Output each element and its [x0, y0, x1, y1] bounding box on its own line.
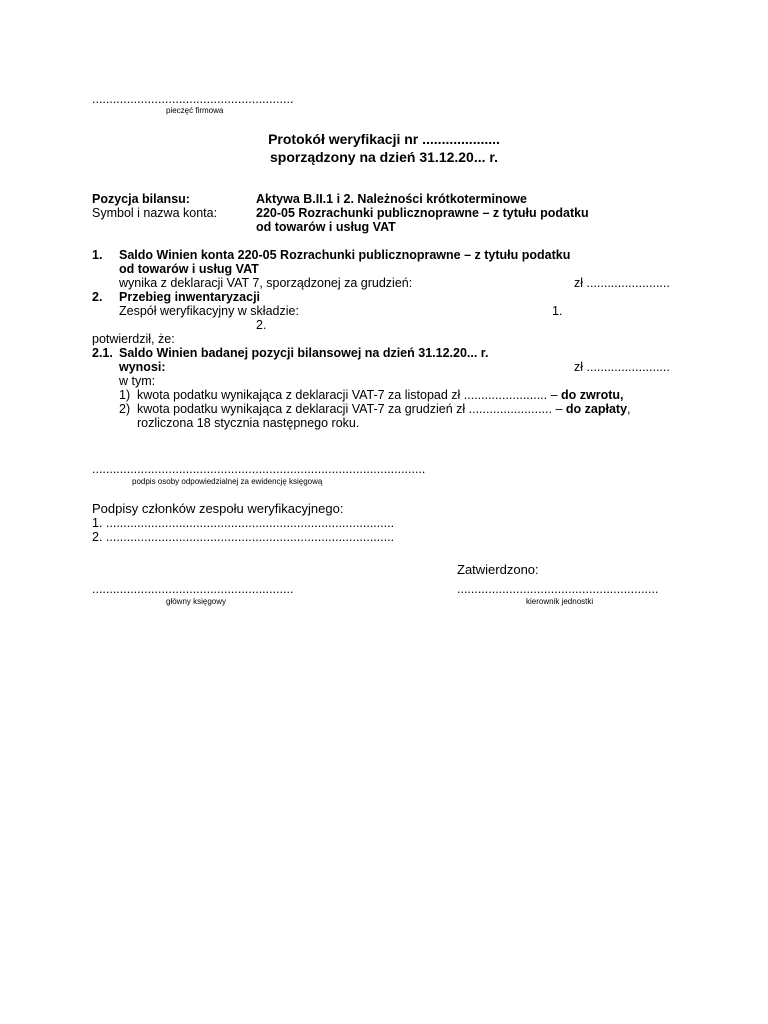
manager-caption: kierownik jednostki: [526, 597, 594, 606]
item2-line2: rozliczona 18 stycznia następnego roku.: [137, 416, 360, 430]
item2-number: 2): [119, 402, 131, 416]
stamp-caption: pieczęć firmowa: [166, 106, 224, 115]
chief-accountant-line: ..........................................................: [92, 582, 294, 596]
manager-line: ..........................................................: [457, 582, 659, 596]
approved-label: Zatwierdzono:: [457, 562, 539, 577]
chief-accountant-caption: główny księgowy: [166, 597, 227, 606]
section2-number: 2.: [92, 290, 103, 304]
section1-text: wynika z deklaracji VAT 7, sporządzonej za grudzień:: [119, 276, 413, 290]
item1-text: kwota podatku wynikająca z deklaracji VAT-7 za listopad zł ........................ –: [137, 388, 558, 402]
responsible-signature-caption: podpis osoby odpowiedzialnej za ewidencję księgową: [132, 477, 323, 486]
item1-number: 1): [119, 388, 131, 402]
item2-line: [137, 402, 631, 416]
section1-amount: zł ........................: [574, 276, 670, 290]
item1-bold: do zwrotu,: [561, 388, 624, 402]
members-signatures-title: Podpisy członków zespołu weryfikacyjnego:: [92, 501, 344, 516]
item2-bold: do zapłaty: [565, 402, 628, 416]
section21-w-tym: w tym:: [119, 374, 156, 388]
section21-wynosi: wynosi:: [119, 360, 166, 374]
symbol-label: Symbol i nazwa konta:: [92, 206, 218, 220]
document-title: Protokół weryfikacji nr ....................: [268, 131, 500, 147]
pozycja-label: Pozycja bilansu:: [92, 192, 190, 206]
symbol-value-line1: 220-05 Rozrachunki publicznoprawne – z tytułu podatku: [256, 206, 589, 220]
symbol-value-line2: od towarów i usług VAT: [256, 220, 396, 234]
section1-title-line2: od towarów i usług VAT: [119, 262, 259, 276]
item1-line: [137, 388, 624, 402]
section1-title-line1: Saldo Winien konta 220-05 Rozrachunki publicznoprawne – z tytułu podatku: [119, 248, 571, 262]
section21-title: Saldo Winien badanej pozycji bilansowej na dzień 31.12.20... r.: [119, 346, 489, 360]
member1-signature-line: 1. ...................................................................................: [92, 516, 395, 530]
section2-title: Przebieg inwentaryzacji: [119, 290, 261, 304]
stamp-line: ..........................................................: [92, 92, 294, 106]
item2-text: kwota podatku wynikająca z deklaracji VAT-7 za grudzień zł ........................ –: [137, 402, 563, 416]
responsible-signature-line: ................................................................................................: [92, 462, 426, 476]
section2-confirmed: potwierdził, że:: [92, 332, 175, 346]
section1-number: 1.: [92, 248, 103, 262]
team-member-2-slot: 2.: [256, 318, 267, 332]
team-member-1-slot: 1.: [552, 304, 563, 318]
member2-signature-line: 2. ...................................................................................: [92, 530, 395, 544]
document-subtitle: sporządzony na dzień 31.12.20... r.: [270, 149, 498, 165]
pozycja-value: Aktywa B.II.1 i 2. Należności krótkoterminowe: [256, 192, 527, 206]
section21-number: 2.1.: [92, 346, 113, 360]
item2-tail: ,: [627, 402, 631, 416]
section21-amount: zł ........................: [574, 360, 670, 374]
section2-text: Zespół weryfikacyjny w składzie:: [119, 304, 299, 318]
